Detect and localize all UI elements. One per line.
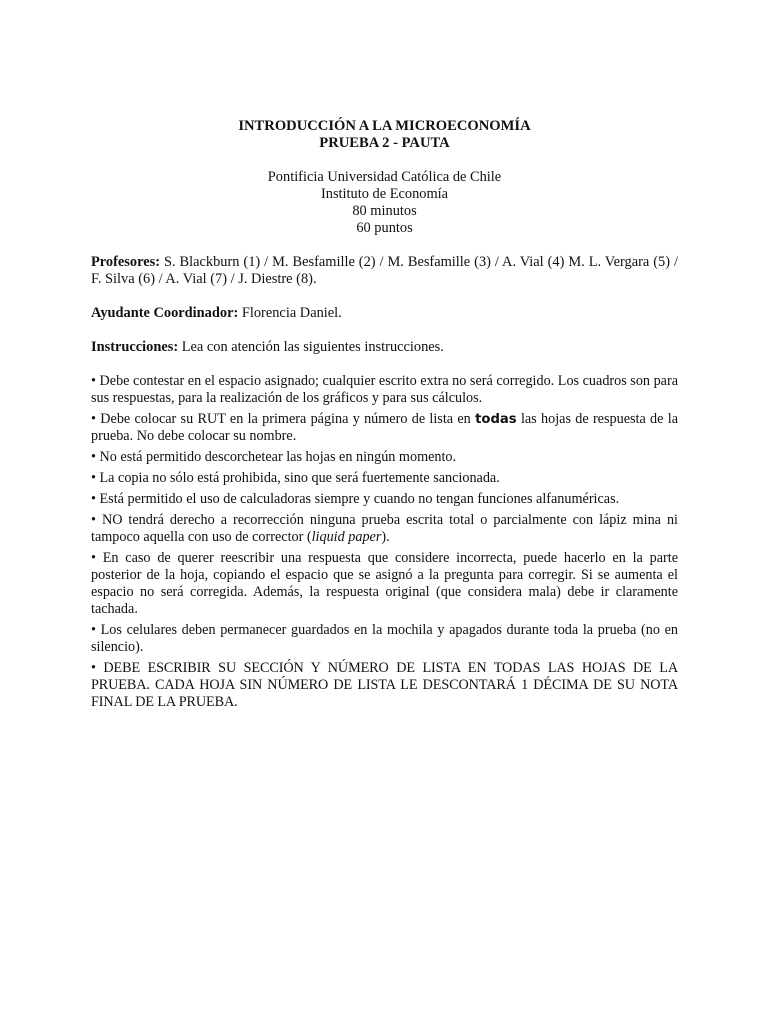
instruction-text: las hojas de respuesta de la prueba. No debe colocar su nombre.	[91, 411, 678, 444]
title-block	[91, 118, 678, 152]
instruction-item-caps: • DEBE ESCRIBIR SU SECCIÓN Y NÚMERO DE LISTA EN TODAS LAS HOJAS DE LA PRUEBA. CADA HOJA SIN NÚMERO DE LISTA LE DESCONTARÁ 1 DÉCIMA DE SU NOTA FINAL DE LA PRUEBA.	[91, 660, 678, 710]
institute-name: Instituto de Economía	[320, 186, 449, 202]
coordinator-paragraph	[91, 305, 678, 322]
instruction-italic: liquid paper	[311, 529, 382, 545]
instructions-label: Instrucciones:	[91, 339, 179, 355]
instruction-item: • Está permitido el uso de calculadoras siempre y cuando no tengan funciones alfanuméricas.	[91, 491, 620, 507]
instructions-list	[91, 373, 678, 711]
instructions-intro: Lea con atención las siguientes instrucciones.	[178, 339, 444, 355]
instruction-item: • Los celulares deben permanecer guardados en la mochila y apagados durante toda la prueba (no en silencio).	[91, 622, 678, 655]
instruction-item	[91, 512, 678, 546]
university-name: Pontificia Universidad Católica de Chile	[267, 169, 502, 185]
instruction-text: • Debe colocar su RUT en la primera página y número de lista en	[91, 411, 476, 427]
instruction-text: ).	[381, 529, 390, 545]
instruction-item: • Debe contestar en el espacio asignado; cualquier escrito extra no será corregido. Los cuadros son para sus respuestas, para la realización de los gráficos y para sus cálculos.	[91, 373, 678, 406]
instruction-text: • NO tendrá derecho a recorrección ninguna prueba escrita total o parcialmente con lápiz mina ni tampoco aquella con uso de corrector (	[91, 512, 678, 545]
instruction-item: • La copia no sólo está prohibida, sino que será fuertemente sancionada.	[91, 470, 500, 486]
instruction-item: • No está permitido descorchetear las hojas en ningún momento.	[91, 449, 457, 465]
instruction-item: • En caso de querer reescribir una respuesta que considere incorrecta, puede hacerlo en la parte posterior de la hoja, copiando el espacio que se asignó a la pregunta para corregir. Si se aumenta el espacio no será corregida. Además, la respuesta original (que considera mala) debe ir claramente tachada.	[91, 550, 678, 617]
exam-points: 60 puntos	[356, 220, 413, 236]
instruction-item	[91, 411, 678, 445]
exam-duration: 80 minutos	[352, 203, 417, 219]
coordinator-label: Ayudante Coordinador:	[91, 305, 239, 321]
coordinator-name: Florencia Daniel.	[238, 305, 342, 321]
professors-paragraph	[91, 254, 678, 288]
exam-page	[91, 118, 678, 715]
instruction-emphasis: todas	[475, 412, 517, 427]
professors-list: S. Blackburn (1) / M. Besfamille (2) / M. Besfamille (3) / A. Vial (4) M. L. Vergara (5) / F. Silva (6) / A. Vial (7) / J. Diestre (8).	[91, 254, 678, 287]
professors-label: Profesores:	[91, 254, 160, 270]
instructions-paragraph	[91, 339, 678, 356]
course-title: INTRODUCCIÓN A LA MICROECONOMÍA	[238, 118, 531, 134]
exam-title: PRUEBA 2 - PAUTA	[319, 135, 450, 151]
institution-block	[91, 169, 678, 237]
